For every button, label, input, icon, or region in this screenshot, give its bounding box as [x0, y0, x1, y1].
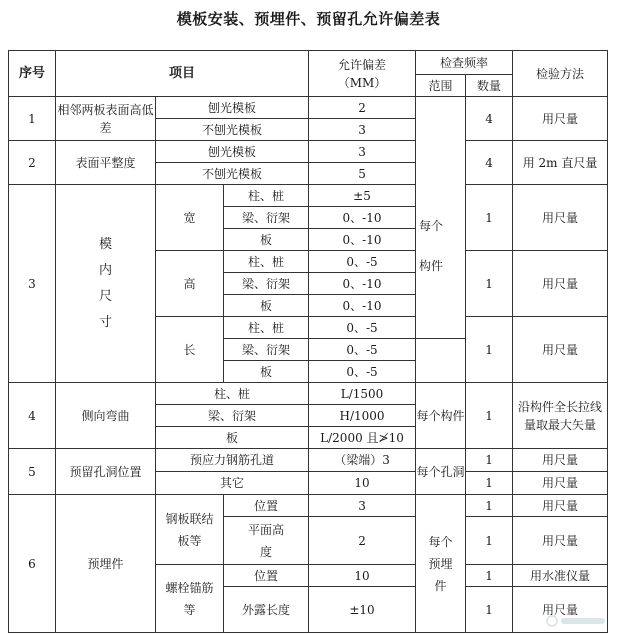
- r1-val-b: 3: [309, 119, 416, 141]
- r2-method: 用 2m 直尺量: [513, 141, 608, 185]
- r6-count: 1: [466, 565, 513, 587]
- r3-el: 板: [224, 361, 309, 383]
- header-count: 数量: [466, 75, 513, 97]
- r3-val: 0、-5: [309, 339, 416, 361]
- r6-item: 预埋件: [56, 495, 156, 633]
- r6-group-bolt-text: 螺栓锚筋等: [165, 580, 214, 617]
- r6-scope: [416, 495, 466, 633]
- r3-item: [56, 185, 156, 383]
- r4-seq: 4: [9, 383, 56, 449]
- r2-count: 4: [466, 141, 513, 185]
- r2-seq: 2: [9, 141, 56, 185]
- r3-el: 柱、桩: [224, 317, 309, 339]
- r4-val: L/2000 且≯10: [309, 427, 416, 449]
- r3-val: 0、-10: [309, 273, 416, 295]
- r1-val-a: 2: [309, 97, 416, 119]
- header-scope: 范围: [416, 75, 466, 97]
- r3-el: 柱、桩: [224, 185, 309, 207]
- r5-val-a: （梁端）3: [309, 449, 416, 472]
- r1-seq: 1: [9, 97, 56, 141]
- r3-el: 柱、桩: [224, 251, 309, 273]
- r6-el-text: 平面高度: [247, 522, 284, 559]
- r2-sub-b: 不刨光模板: [156, 163, 309, 185]
- r3-val: 0、-5: [309, 317, 416, 339]
- r6-method: 用尺量: [513, 587, 608, 633]
- r6-el: [224, 587, 309, 633]
- r5-count-b: 1: [466, 472, 513, 495]
- r6-val: 2: [309, 517, 416, 565]
- r4-method: 沿构件全长拉线量取最大矢量: [513, 383, 608, 449]
- r3-el: 梁、衍架: [224, 207, 309, 229]
- r2-sub-a: 刨光模板: [156, 141, 309, 163]
- r5-scope: 每个孔洞: [416, 449, 466, 495]
- r3-el: 板: [224, 295, 309, 317]
- r3-count: 1: [466, 185, 513, 251]
- r6-group-bolt: [156, 565, 224, 633]
- r3-val: 0、-5: [309, 251, 416, 273]
- r3-seq: 3: [9, 185, 56, 383]
- r5-sub-b: 其它: [156, 472, 309, 495]
- r4-item: 侧向弯曲: [56, 383, 156, 449]
- r5-method-b: 用尺量: [513, 472, 608, 495]
- r2-item: 表面平整度: [56, 141, 156, 185]
- r6-seq: 6: [9, 495, 56, 633]
- r4-el: 柱、桩: [156, 383, 309, 405]
- r6-method: 用尺量: [513, 517, 608, 565]
- r4-scope: 每个构件: [416, 383, 466, 449]
- r3-method: 用尺量: [513, 251, 608, 317]
- r3-group-height: 高: [156, 251, 224, 317]
- r6-el: [224, 517, 309, 565]
- r4-el: 梁、衍架: [156, 405, 309, 427]
- r1-sub-a: 刨光模板: [156, 97, 309, 119]
- r3-scope: [406, 206, 456, 286]
- watermark-logo-icon: [545, 612, 607, 630]
- r3-count: 1: [466, 317, 513, 383]
- r1-count: 4: [466, 97, 513, 141]
- r5-count-a: 1: [466, 449, 513, 472]
- r5-item: 预留孔洞位置: [56, 449, 156, 495]
- r6-count: 1: [466, 587, 513, 633]
- r5-method-a: 用尺量: [513, 449, 608, 472]
- r6-method: 用水准仪量: [513, 565, 608, 587]
- r5-sub-a: 预应力钢筋孔道: [156, 449, 309, 472]
- r6-val: 10: [309, 565, 416, 587]
- r6-scope-text: 每个预埋件: [428, 534, 453, 593]
- header-tolerance-unit: （MM）: [337, 75, 387, 90]
- r3-val: 0、-10: [309, 207, 416, 229]
- r3-el: 梁、衍架: [224, 273, 309, 295]
- r3-el: 板: [224, 229, 309, 251]
- r1-sub-b: 不刨光模板: [156, 119, 309, 141]
- r6-group-plate-text: 钢板联结板等: [165, 511, 214, 548]
- r3-method: 用尺量: [513, 185, 608, 251]
- r1-method: 用尺量: [513, 97, 608, 141]
- r1-item: 相邻两板表面高低差: [56, 97, 156, 141]
- r6-el-text: 外露长度: [241, 602, 290, 617]
- r2-val-a: 3: [309, 141, 416, 163]
- r6-el: 位置: [224, 565, 309, 587]
- header-seq: 序号: [9, 51, 56, 97]
- r3-group-length: 长: [156, 317, 224, 383]
- header-tolerance: [309, 51, 416, 97]
- r6-val: ±10: [309, 587, 416, 633]
- r6-method: 用尺量: [513, 495, 608, 517]
- r6-val: 3: [309, 495, 416, 517]
- r5-val-b: 10: [309, 472, 416, 495]
- r3-val: ±5: [309, 185, 416, 207]
- r3-method: 用尺量: [513, 317, 608, 383]
- r3-scope-text: 每个构件: [418, 219, 443, 273]
- r3-group-width: 宽: [156, 185, 224, 251]
- r3-count: 1: [466, 251, 513, 317]
- header-tolerance-label: 允许偏差: [338, 57, 387, 72]
- r6-group-plate: [156, 495, 224, 565]
- r3-val: 0、-5: [309, 361, 416, 383]
- r6-el: 位置: [224, 495, 309, 517]
- header-frequency: 检查频率: [416, 51, 513, 75]
- tolerance-table: [8, 50, 608, 633]
- r2-val-b: 5: [309, 163, 416, 185]
- r4-el: 板: [156, 427, 309, 449]
- r3-val: 0、-10: [309, 229, 416, 251]
- r4-count: 1: [466, 383, 513, 449]
- r3-item-text: 模内尺寸: [98, 236, 112, 330]
- r4-val: H/1000: [309, 405, 416, 427]
- r6-count: 1: [466, 495, 513, 517]
- page-title: 模板安装、预埋件、预留孔允许偏差表: [176, 10, 441, 28]
- r4-val: L/1500: [309, 383, 416, 405]
- header-method: 检验方法: [513, 51, 608, 97]
- header-item: 项目: [56, 51, 309, 97]
- r5-seq: 5: [9, 449, 56, 495]
- r3-el: 梁、衍架: [224, 339, 309, 361]
- r6-count: 1: [466, 517, 513, 565]
- r3-val: 0、-10: [309, 295, 416, 317]
